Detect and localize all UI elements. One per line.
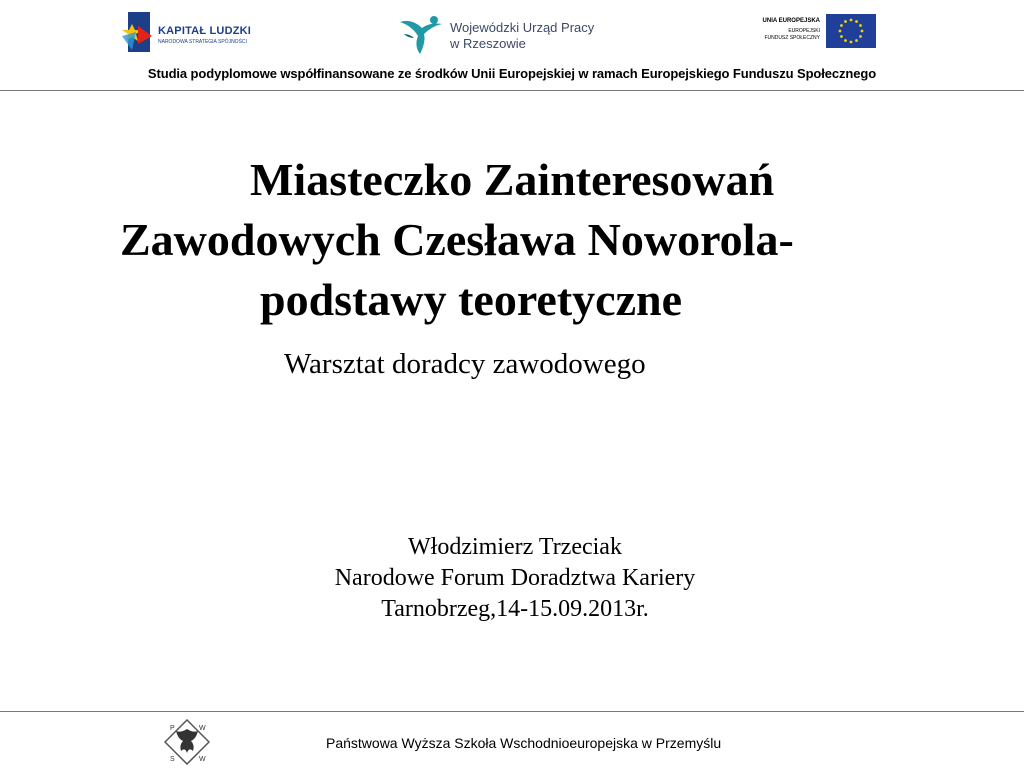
- author-block: [290, 532, 740, 625]
- pwsw-letter-w1: W: [199, 725, 206, 732]
- kapital-ludzki-subtitle: NARODOWA STRATEGIA SPÓJNOŚCI: [158, 39, 247, 45]
- eu-name-line2: EUROPEJSKI: [788, 28, 820, 34]
- eu-flag-star-icon: [844, 39, 847, 42]
- footer-institution: Państwowa Wyższa Szkoła Wschodnioeuropejska w Przemyślu: [326, 735, 722, 751]
- eu-flag-star-icon: [855, 39, 858, 42]
- pwsw-eagle-emblem-icon: [164, 719, 210, 765]
- author-organization: Narodowe Forum Doradztwa Kariery: [334, 565, 696, 591]
- header-logos: [0, 0, 1024, 62]
- pwsw-letter-w2: W: [199, 756, 206, 763]
- header-divider: [0, 90, 1024, 91]
- kapital-ludzki-icon: [122, 10, 154, 54]
- title-line-2: Zawodowych Czesława Noworola-: [120, 213, 794, 265]
- title-line-1: Miasteczko Zainteresowań: [250, 154, 775, 205]
- eu-name-line3: FUNDUSZ SPOŁECZNY: [764, 35, 820, 41]
- pwsw-letter-s: S: [170, 756, 175, 763]
- kapital-ludzki-name: KAPITAŁ LUDZKI: [158, 25, 252, 37]
- wup-name-line1: Wojewódzki Urząd Pracy: [450, 20, 595, 35]
- eu-flag-star-icon: [839, 30, 842, 33]
- wup-name-line2: w Rzeszowie: [450, 36, 526, 51]
- slide-subtitle: Warsztat doradcy zawodowego: [284, 348, 646, 380]
- slide-title: [110, 150, 880, 329]
- title-line-3: podstawy teoretyczne: [260, 273, 682, 325]
- eu-flag-star-icon: [859, 24, 862, 27]
- author-place-date: Tarnobrzeg,14-15.09.2013r.: [381, 596, 649, 622]
- wup-bird-icon: [396, 12, 446, 56]
- cofinancing-caption: Studia podyplomowe współfinansowane ze środków Unii Europejskiej w ramach Europejskiego Funduszu Społecznego: [147, 66, 877, 81]
- eu-flag-star-icon: [840, 24, 843, 27]
- eu-fund-logo: [748, 14, 876, 48]
- eu-flag-star-icon: [859, 35, 862, 38]
- footer-divider: [0, 711, 1024, 712]
- eu-flag-icon: [826, 14, 876, 48]
- eu-flag-star-icon: [840, 35, 843, 38]
- pwsw-letter-p: P: [170, 725, 175, 732]
- eu-flag-star-icon: [861, 30, 864, 33]
- eu-name-line1: UNIA EUROPEJSKA: [762, 18, 820, 24]
- eu-flag-star-icon: [850, 19, 853, 22]
- eu-flag-star-icon: [844, 20, 847, 23]
- wup-rzeszow-logo: [396, 10, 616, 58]
- author-name: Włodzimierz Trzeciak: [408, 534, 622, 560]
- eu-flag-star-icon: [855, 20, 858, 23]
- eu-flag-star-icon: [850, 41, 853, 44]
- kapital-ludzki-logo: [122, 8, 272, 56]
